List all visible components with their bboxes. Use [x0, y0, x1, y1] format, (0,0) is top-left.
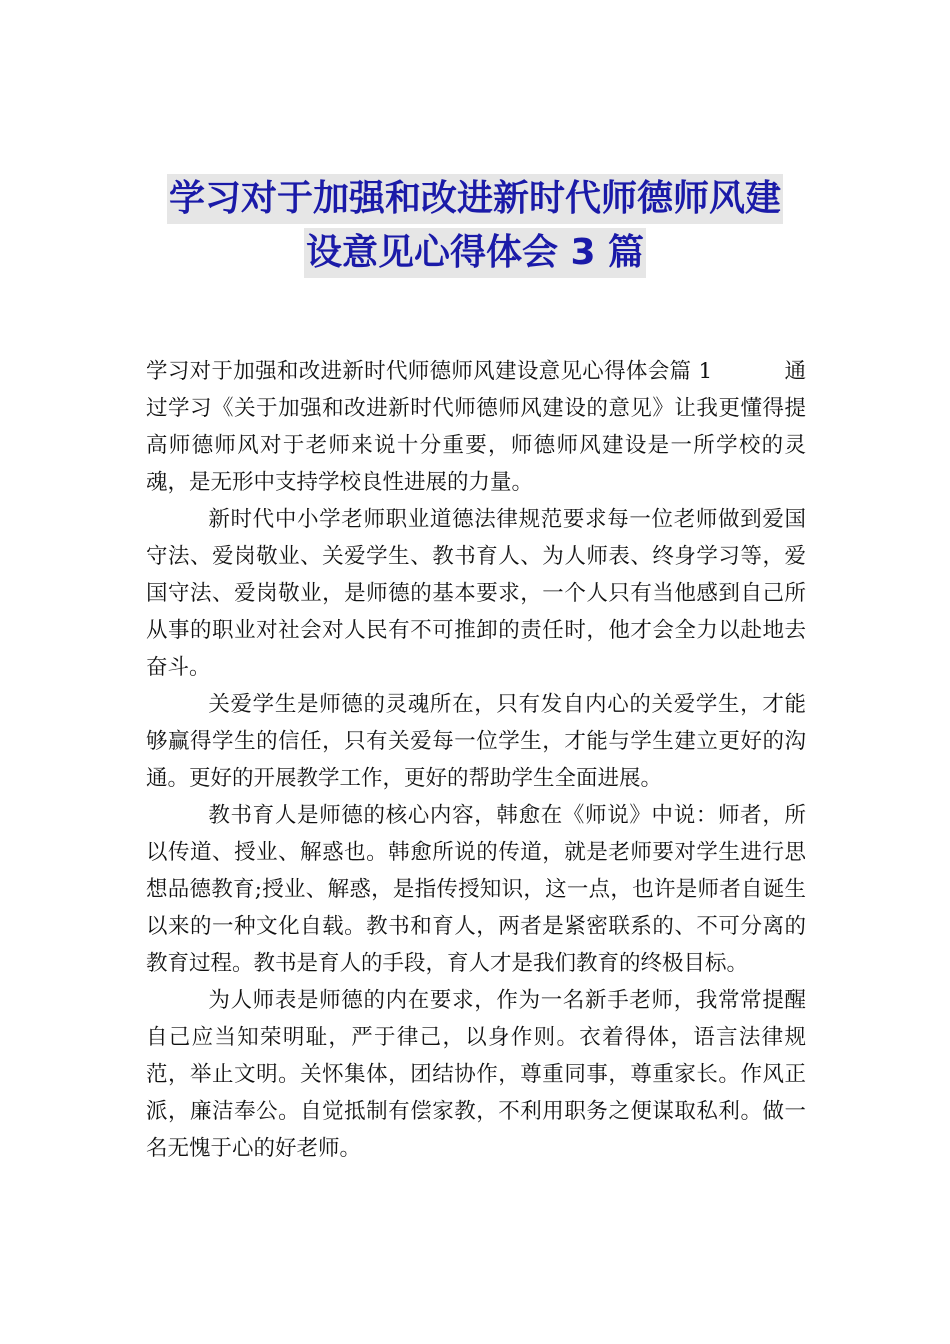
section-heading: 学习对于加强和改进新时代师德师风建设意见心得体会篇 1 — [146, 359, 713, 384]
document-body — [146, 353, 806, 1167]
lead-paragraph-text: 通过学习《关于加强和改进新时代师德师风建设的意见》让我更懂得提高师德师风对于老师来说十分重要，师德师风建设是一所学校的灵魂，是无形中支持学校良性进展的力量。 — [146, 359, 806, 495]
paragraph: 教书育人是师德的核心内容，韩愈在《师说》中说：师者，所以传道、授业、解惑也。韩愈所说的传道，就是老师要对学生进行思想品德教育;授业、解惑，是指传授知识，这一点，也许是师者自诞生以来的一种文化自载。教书和育人，两者是紧密联系的、不可分离的教育过程。教书是育人的手段，育人才是我们教育的终极目标。 — [146, 803, 806, 976]
document-title — [0, 172, 950, 280]
title-line-2: 设意见心得体会 3 篇 — [304, 228, 646, 278]
paragraph: 为人师表是师德的内在要求，作为一名新手老师，我常常提醒自己应当知荣明耻，严于律己，以身作则。衣着得体，语言法律规范，举止文明。关怀集体，团结协作，尊重同事，尊重家长。作风正派，廉洁奉公。自觉抵制有偿家教，不利用职务之便谋取私利。做一名无愧于心的好老师。 — [146, 988, 806, 1161]
title-line-1: 学习对于加强和改进新时代师德师风建 — [167, 174, 783, 224]
lead-paragraph — [146, 353, 806, 501]
paragraph: 新时代中小学老师职业道德法律规范要求每一位老师做到爱国守法、爱岗敬业、关爱学生、教书育人、为人师表、终身学习等，爱国守法、爱岗敬业，是师德的基本要求，一个人只有当他感到自己所从事的职业对社会对人民有不可推卸的责任时，他才会全力以赴地去奋斗。 — [146, 507, 806, 680]
paragraph: 关爱学生是师德的灵魂所在，只有发自内心的关爱学生，才能够赢得学生的信任，只有关爱每一位学生，才能与学生建立更好的沟通。更好的开展教学工作，更好的帮助学生全面进展。 — [146, 692, 806, 791]
